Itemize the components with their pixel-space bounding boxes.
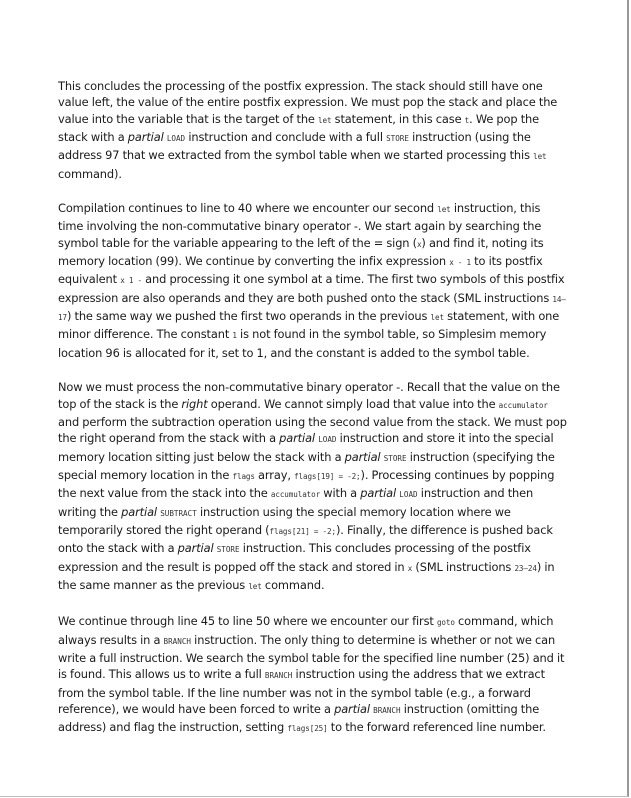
inline-code: flags[25]: [287, 724, 328, 734]
inline-code: x: [407, 563, 413, 573]
inline-code: flags[19] = -2;: [294, 471, 361, 481]
text-run: statement, with one minor difference. The constant: [58, 309, 560, 342]
emphasis: partial: [127, 130, 164, 145]
paragraph-3: [58, 379, 568, 595]
inline-code: goto: [436, 618, 455, 628]
inline-code: accumulator: [270, 490, 321, 500]
paragraph-2: [58, 200, 568, 361]
text-run: instruction. The only thing to determine is whether or not we can write a full instruction. We search the symbol table for the specified line number (25) and it is found. This allows us to write a full: [58, 632, 565, 682]
inline-code: flags[21] = -2;: [269, 526, 336, 536]
instruction-name: BRANCH: [163, 636, 191, 646]
inline-code: 14–17: [58, 294, 566, 323]
instruction-name: BRANCH: [373, 706, 401, 715]
inline-code: let: [533, 152, 547, 162]
paragraph-1: [58, 78, 568, 182]
emphasis: partial: [121, 504, 157, 519]
text-run: command.: [261, 577, 325, 592]
text-run: ). Finally, the difference is pushed back onto the stack with a: [58, 522, 553, 556]
text-run: with a: [320, 486, 361, 501]
text-run: instruction and conclude with a full: [185, 130, 387, 145]
instruction-name: LOAD: [166, 134, 186, 144]
inline-code: t: [464, 115, 470, 125]
emphasis: partial: [360, 486, 397, 501]
text-run: Now we must process the non-commutative binary operator -. Recall that the value on the top of the stack is the: [58, 380, 560, 411]
text-run: instruction (omitting the address) and flag the instruction, setting: [58, 702, 540, 735]
text-run: Compilation continues to line to 40 where we encounter our second: [58, 201, 438, 216]
text-run: ) and find it, noting its memory location (99). We continue by converting the infix expression: [58, 235, 544, 269]
text-run: operand. We cannot simply load that value into the: [207, 396, 499, 411]
text-run: instruction and store it into the special memory location sitting just below the stack with a: [58, 431, 554, 464]
text-run: This concludes the processing of the postfix expression. The stack should still have one value left, the value of the entire postfix expression. We must pop the stack and place the value into the variable that is the target of the: [58, 79, 558, 126]
emphasis: partial: [334, 702, 370, 716]
inline-code: 23–24: [514, 563, 537, 573]
text-run: instruction and then writing the: [58, 486, 534, 519]
inline-code: x: [416, 239, 422, 249]
text-run: instruction (specifying the special memory location in the: [58, 449, 555, 482]
inline-code: 1: [232, 331, 237, 341]
inline-code: x 1 -: [120, 276, 142, 286]
text-run: is not found in the symbol table, so Simplesim memory location 96 is allocated for it, set to 1, and the constant is added to the symbol table.: [58, 327, 547, 360]
instruction-name: STORE: [216, 545, 240, 555]
text-run: to its postfix equivalent: [58, 254, 543, 287]
emphasis: partial: [279, 431, 315, 446]
text-run: ) in the same manner as the previous: [58, 559, 555, 592]
document-body: [58, 78, 568, 756]
paragraph-4: [58, 613, 568, 737]
text-run: We continue through line 45 to line 50 where we encounter our first: [58, 614, 437, 629]
text-run: array,: [254, 467, 295, 482]
inline-code: let: [437, 205, 451, 215]
instruction-name: STORE: [386, 134, 409, 144]
text-run: ) the same way we pushed the first two operands in the previous: [66, 309, 431, 324]
instruction-name: LOAD: [399, 490, 418, 500]
instruction-name: LOAD: [318, 435, 337, 445]
text-run: instruction, this time involving the non-commutative binary operator -. We start again by searching the symbol table for the variable appearing to the left of the = sign (: [58, 201, 542, 250]
emphasis: partial: [344, 449, 381, 464]
text-run: . We pop the stack with a: [58, 111, 540, 145]
text-run: and perform the subtraction operation using the second value from the stack. We must pop the right operand from the stack with a: [58, 414, 567, 446]
inline-code: let: [430, 313, 444, 323]
text-run: and processing it one symbol at a time. The first two symbols of this postfix expression are also operands and they are both pushed onto the stack (SML instructions: [58, 272, 565, 305]
text-run: instruction using the special memory location where we temporarily stored the right operand (: [58, 504, 511, 537]
inline-code: let: [318, 115, 332, 125]
inline-code: let: [248, 581, 262, 591]
inline-code: accumulator: [498, 400, 548, 410]
instruction-name: SUBTRACT: [160, 508, 197, 518]
text-run: command, which always results in a: [58, 614, 554, 647]
text-run: (SML instructions: [412, 559, 515, 574]
instruction-name: BRANCH: [264, 671, 293, 681]
text-run: ). Processing continues by popping the next value from the stack into the: [58, 467, 555, 501]
text-run: instruction (using the address 97 that we extracted from the symbol table when we started processing this: [58, 130, 534, 163]
text-run: statement, in this case: [331, 111, 465, 126]
text-run: to the forward referenced line number.: [327, 720, 546, 735]
emphasis: partial: [177, 541, 214, 556]
text-run: instruction. This concludes processing of the postfix expression and the result is popped off the stack and stored in: [58, 541, 531, 574]
emphasis: right: [181, 396, 208, 411]
inline-code: flags: [232, 471, 255, 481]
text-run: instruction using the address that we extract from the symbol table. If the line number was not in the symbol table (e.g., a forward reference), we would have been forced to write a: [58, 667, 545, 716]
text-run: command).: [58, 166, 122, 181]
inline-code: x - 1: [449, 258, 471, 268]
instruction-name: STORE: [383, 453, 407, 463]
